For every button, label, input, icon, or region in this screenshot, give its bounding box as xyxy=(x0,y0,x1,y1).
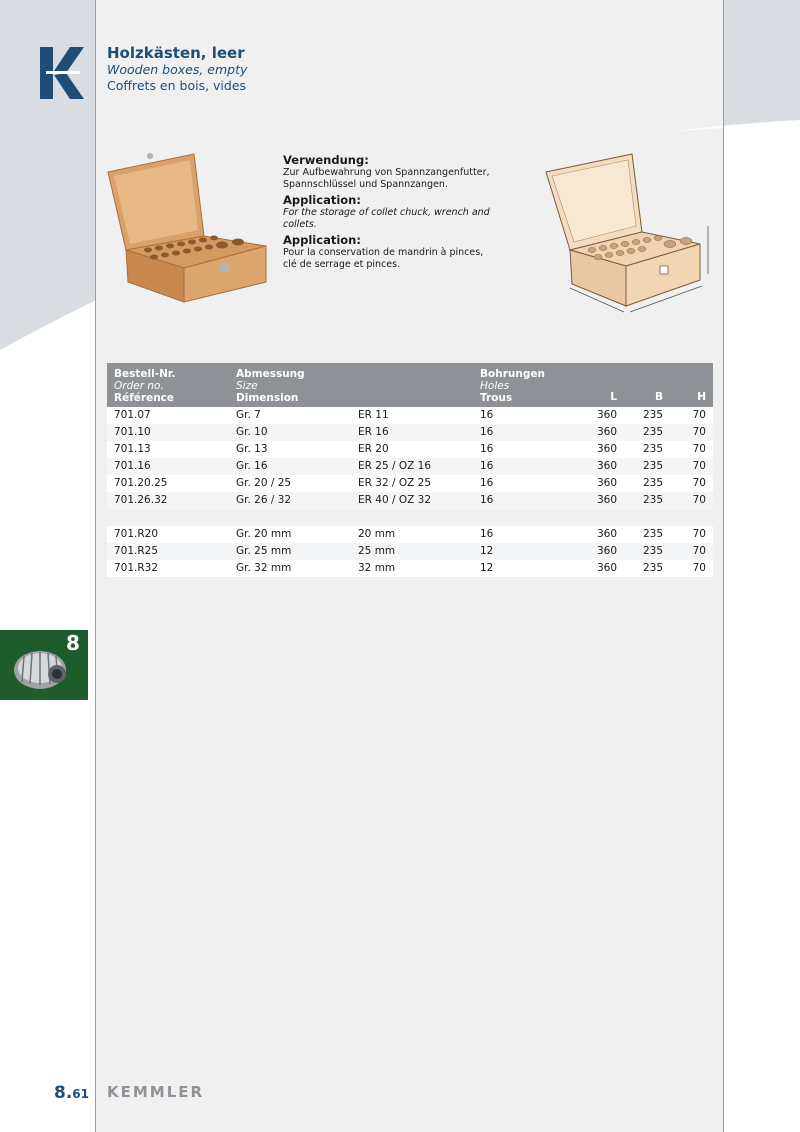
cell-width: 235 xyxy=(642,460,663,472)
cell-dimension: Gr. 26 / 32 xyxy=(236,494,292,506)
cell-length: 360 xyxy=(596,477,617,489)
cell-height: 70 xyxy=(692,443,706,455)
cell-width: 235 xyxy=(642,528,663,540)
cell-holes: 16 xyxy=(480,528,494,540)
cell-holes: 16 xyxy=(480,494,494,506)
cell-holes: 12 xyxy=(480,545,494,557)
cell-height: 70 xyxy=(692,460,706,472)
application-head-german: Verwendung: xyxy=(283,153,369,167)
table-spacer xyxy=(107,509,713,526)
cell-type: ER 32 / OZ 25 xyxy=(358,477,431,489)
cell-width: 235 xyxy=(642,562,663,574)
header-dimension-fr: Dimension xyxy=(236,392,299,404)
title-block xyxy=(107,44,247,94)
cell-type: ER 40 / OZ 32 xyxy=(358,494,431,506)
page-number xyxy=(54,1083,89,1103)
cell-width: 235 xyxy=(642,409,663,421)
footer-brand: KEMMLER xyxy=(107,1083,205,1101)
cell-dimension: Gr. 25 mm xyxy=(236,545,292,557)
cell-reference: 701.10 xyxy=(114,426,151,438)
title-german: Holzkästen, leer xyxy=(107,44,245,62)
application-text-german-2: Spannschlüssel und Spannzangen. xyxy=(283,179,448,190)
cell-height: 70 xyxy=(692,528,706,540)
cell-width: 235 xyxy=(642,443,663,455)
cell-width: 235 xyxy=(642,426,663,438)
cell-length: 360 xyxy=(596,494,617,506)
wooden-box-dimension-drawing xyxy=(540,148,720,318)
title-english: Wooden boxes, empty xyxy=(107,62,248,77)
cell-width: 235 xyxy=(642,494,663,506)
cell-reference: 701.07 xyxy=(114,409,151,421)
table-row xyxy=(107,526,713,543)
table-row xyxy=(107,492,713,509)
cell-holes: 16 xyxy=(480,477,494,489)
header-dimension xyxy=(236,368,305,404)
header-reference-en: Order no. xyxy=(114,380,164,392)
header-reference-fr: Référence xyxy=(114,392,175,404)
table-row xyxy=(107,424,713,441)
collet-icon xyxy=(10,640,70,692)
cell-length: 360 xyxy=(596,528,617,540)
cell-reference: 701.13 xyxy=(114,443,151,455)
table-row xyxy=(107,458,713,475)
cell-reference: 701.R20 xyxy=(114,528,159,540)
application-text-german-1: Zur Aufbewahrung von Spannzangenfutter, xyxy=(283,167,490,178)
application-head-english: Application: xyxy=(283,193,361,207)
cell-dimension: Gr. 20 mm xyxy=(236,528,292,540)
cell-reference: 701.16 xyxy=(114,460,151,472)
application-text-french-2: clé de serrage et pinces. xyxy=(283,259,401,270)
cell-holes: 16 xyxy=(480,409,494,421)
cell-holes: 12 xyxy=(480,562,494,574)
cell-height: 70 xyxy=(692,545,706,557)
header-length: L xyxy=(610,391,617,403)
header-holes-de: Bohrungen xyxy=(480,368,545,380)
cell-width: 235 xyxy=(642,545,663,557)
table-row xyxy=(107,475,713,492)
cell-holes: 16 xyxy=(480,426,494,438)
header-reference-de: Bestell-Nr. xyxy=(114,368,176,380)
product-table xyxy=(107,363,713,577)
chapter-number: 8 xyxy=(66,631,80,655)
cell-length: 360 xyxy=(596,460,617,472)
page-number-minor: 61 xyxy=(72,1087,89,1101)
cell-type: 25 mm xyxy=(358,545,396,557)
cell-dimension: Gr. 16 xyxy=(236,460,268,472)
application-head-french: Application: xyxy=(283,233,361,247)
page-margin-line-left xyxy=(95,0,96,1132)
cell-dimension: Gr. 10 xyxy=(236,426,268,438)
cell-holes: 16 xyxy=(480,443,494,455)
table-body-group-1 xyxy=(107,407,713,509)
cell-dimension: Gr. 13 xyxy=(236,443,268,455)
cell-length: 360 xyxy=(596,545,617,557)
cell-reference: 701.20.25 xyxy=(114,477,168,489)
cell-height: 70 xyxy=(692,477,706,489)
table-row xyxy=(107,441,713,458)
cell-length: 360 xyxy=(596,443,617,455)
header-dimension-de: Abmessung xyxy=(236,368,305,380)
table-row xyxy=(107,407,713,424)
cell-height: 70 xyxy=(692,409,706,421)
header-holes-fr: Trous xyxy=(480,392,513,404)
header-holes-en: Holes xyxy=(480,380,510,392)
application-text-english-2: collets. xyxy=(283,219,317,230)
cell-reference: 701.26.32 xyxy=(114,494,168,506)
header-height: H xyxy=(697,391,706,403)
wooden-box-photo xyxy=(106,150,268,310)
header-dimension-en: Size xyxy=(236,380,258,392)
application-text xyxy=(283,151,513,271)
cell-length: 360 xyxy=(596,562,617,574)
header-reference xyxy=(114,368,176,404)
cell-height: 70 xyxy=(692,562,706,574)
cell-dimension: Gr. 20 / 25 xyxy=(236,477,292,489)
cell-height: 70 xyxy=(692,494,706,506)
page-margin-line-right xyxy=(723,0,724,1132)
cell-width: 235 xyxy=(642,477,663,489)
cell-reference: 701.R25 xyxy=(114,545,159,557)
cell-holes: 16 xyxy=(480,460,494,472)
application-text-french-1: Pour la conservation de mandrin à pinces, xyxy=(283,247,484,258)
cell-type: 20 mm xyxy=(358,528,396,540)
cell-reference: 701.R32 xyxy=(114,562,159,574)
table-row xyxy=(107,560,713,577)
table-header xyxy=(107,363,713,407)
cell-type: ER 16 xyxy=(358,426,389,438)
application-text-english-1: For the storage of collet chuck, wrench and xyxy=(283,207,490,218)
page-number-major: 8. xyxy=(54,1083,73,1103)
cell-type: ER 11 xyxy=(358,409,389,421)
kemmler-logo xyxy=(40,47,84,99)
cell-dimension: Gr. 32 mm xyxy=(236,562,292,574)
cell-type: ER 20 xyxy=(358,443,389,455)
cell-type: 32 mm xyxy=(358,562,396,574)
header-width: B xyxy=(654,391,663,403)
table-body-group-2 xyxy=(107,526,713,577)
cell-height: 70 xyxy=(692,426,706,438)
header-holes xyxy=(480,368,545,404)
cell-type: ER 25 / OZ 16 xyxy=(358,460,431,472)
cell-dimension: Gr. 7 xyxy=(236,409,261,421)
table-row xyxy=(107,543,713,560)
cell-length: 360 xyxy=(596,409,617,421)
title-french: Coffrets en bois, vides xyxy=(107,78,247,93)
cell-length: 360 xyxy=(596,426,617,438)
